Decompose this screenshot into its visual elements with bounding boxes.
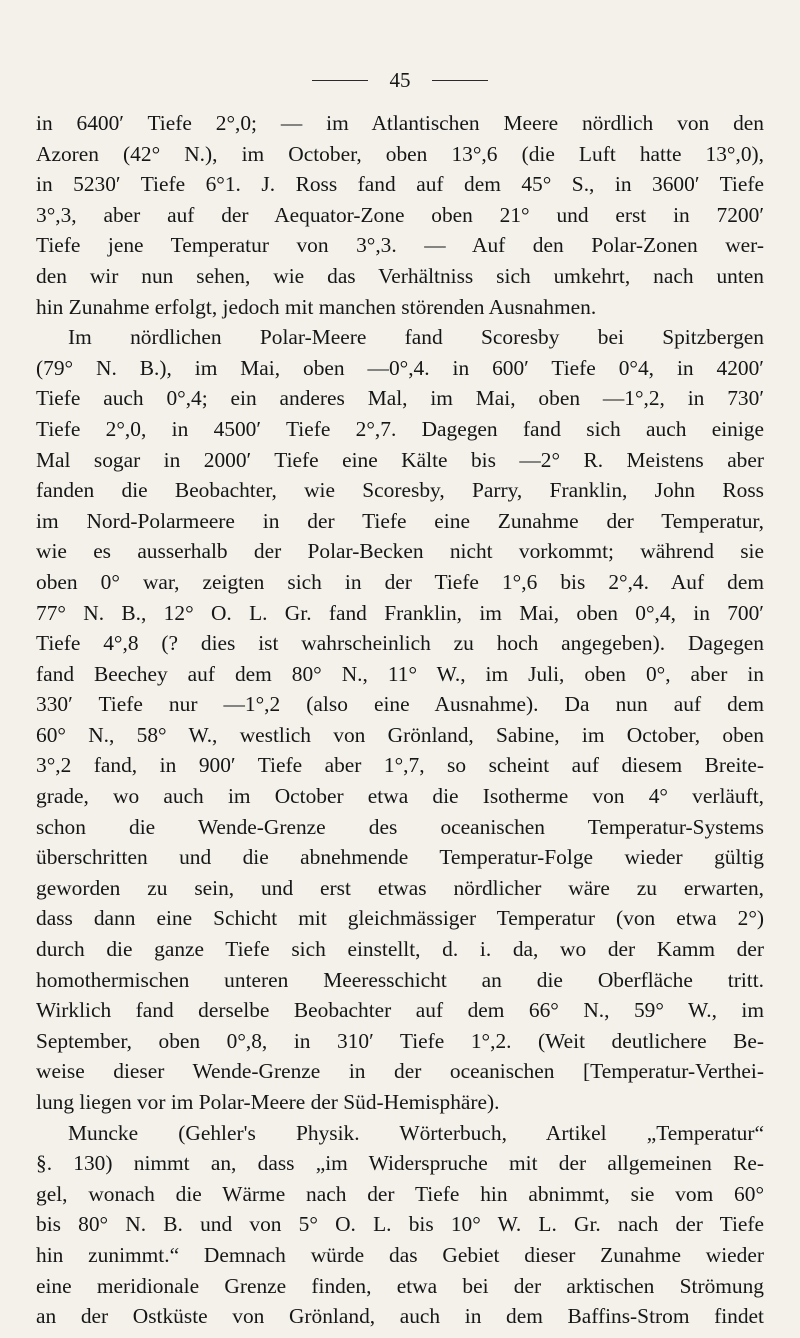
page-header [0, 66, 800, 92]
text-line: §. 130) nimmt an, dass „im Widerspruche mit der allgemeinen Re- [36, 1151, 764, 1176]
text-line: grade, wo auch im October etwa die Isotherme von 4° verläuft, [36, 784, 764, 809]
text-line: Im nördlichen Polar-Meere fand Scoresby bei Spitzbergen [68, 325, 764, 350]
text-line: bis 80° N. B. und von 5° O. L. bis 10° W. L. Gr. nach der Tiefe [36, 1212, 764, 1237]
text-line: wie es ausserhalb der Polar-Becken nicht vorkommt; während sie [36, 539, 764, 564]
text-line: hin zunimmt.“ Demnach würde das Gebiet dieser Zunahme wieder [36, 1242, 764, 1267]
text-line: im Nord-Polarmeere in der Tiefe eine Zunahme der Temperatur, [36, 508, 764, 533]
text-line: September, oben 0°,8, in 310′ Tiefe 1°,2. (Weit deutlichere Be- [36, 1028, 764, 1053]
text-line: homothermischen unteren Meeresschicht an die Oberfläche tritt. [36, 967, 764, 992]
text-line: weise dieser Wende-Grenze in der oceanischen [Temperatur-Verthei- [36, 1059, 764, 1084]
text-line: Tiefe jene Temperatur von 3°,3. — Auf den Polar-Zonen wer- [36, 233, 764, 258]
text-line: den wir nun sehen, wie das Verhältniss sich umkehrt, nach unten [36, 263, 764, 288]
text-line: Tiefe auch 0°,4; ein anderes Mal, im Mai, oben —1°,2, in 730′ [36, 386, 764, 411]
text-line: fand Beechey auf dem 80° N., 11° W., im Juli, oben 0°, aber in [36, 661, 764, 686]
text-line: gel, wonach die Wärme nach der Tiefe hin abnimmt, sie vom 60° [36, 1181, 764, 1206]
body-text [36, 108, 764, 1332]
text-line: Wirklich fand derselbe Beobachter auf dem 66° N., 59° W., im [36, 998, 764, 1023]
text-line: hin Zunahme erfolgt, jedoch mit manchen störenden Ausnahmen. [36, 294, 597, 319]
text-line: 3°,3, aber auf der Aequator-Zone oben 21° und erst in 7200′ [36, 202, 764, 227]
header-rule-right [432, 80, 488, 81]
text-line: in 6400′ Tiefe 2°,0; — im Atlantischen Meere nördlich von den [36, 111, 764, 135]
text-line: überschritten und die abnehmende Temperatur-Folge wieder gültig [36, 845, 764, 870]
text-line: oben 0° war, zeigten sich in der Tiefe 1°,6 bis 2°,4. Auf dem [36, 569, 764, 594]
text-line: in 5230′ Tiefe 6°1. J. Ross fand auf dem 45° S., in 3600′ Tiefe [36, 172, 764, 197]
text-line: durch die ganze Tiefe sich einstellt, d. i. da, wo der Kamm der [36, 937, 764, 962]
text-line: 77° N. B., 12° O. L. Gr. fand Franklin, im Mai, oben 0°,4, in 700′ [36, 600, 764, 625]
text-line: (79° N. B.), im Mai, oben —0°,4. in 600′ Tiefe 0°4, in 4200′ [36, 355, 764, 380]
text-line: 3°,2 fand, in 900′ Tiefe aber 1°,7, so scheint auf diesem Breite- [36, 753, 764, 778]
text-line: lung liegen vor im Polar-Meere der Süd-Hemisphäre). [36, 1090, 500, 1114]
text-line: 60° N., 58° W., westlich von Grönland, Sabine, im October, oben [36, 722, 764, 747]
text-line: eine meridionale Grenze finden, etwa bei der arktischen Strömung [36, 1273, 764, 1298]
text-line: Muncke (Gehler's Physik. Wörterbuch, Artikel „Temperatur“ [68, 1120, 764, 1145]
text-line: dass dann eine Schicht mit gleichmässiger Temperatur (von etwa 2°) [36, 906, 764, 931]
text-line: 330′ Tiefe nur —1°,2 (also eine Ausnahme). Da nun auf dem [36, 692, 764, 717]
text-line: schon die Wende-Grenze des oceanischen Temperatur-Systems [36, 814, 764, 839]
header-rule-left [312, 80, 368, 81]
page-number: 45 [389, 68, 411, 93]
text-line: Mal sogar in 2000′ Tiefe eine Kälte bis —2° R. Meistens aber [36, 447, 764, 472]
text-line: Tiefe 4°,8 (? dies ist wahrscheinlich zu hoch angegeben). Dagegen [36, 631, 764, 656]
text-line: fanden die Beobachter, wie Scoresby, Parry, Franklin, John Ross [36, 478, 764, 503]
text-line: geworden zu sein, und erst etwas nördlicher wäre zu erwarten, [36, 875, 764, 900]
text-line: Azoren (42° N.), im October, oben 13°,6 (die Luft hatte 13°,0), [36, 141, 764, 166]
text-line: Tiefe 2°,0, in 4500′ Tiefe 2°,7. Dagegen fand sich auch einige [36, 416, 764, 441]
text-line: an der Ostküste von Grönland, auch in dem Baffins-Strom findet [36, 1304, 764, 1329]
